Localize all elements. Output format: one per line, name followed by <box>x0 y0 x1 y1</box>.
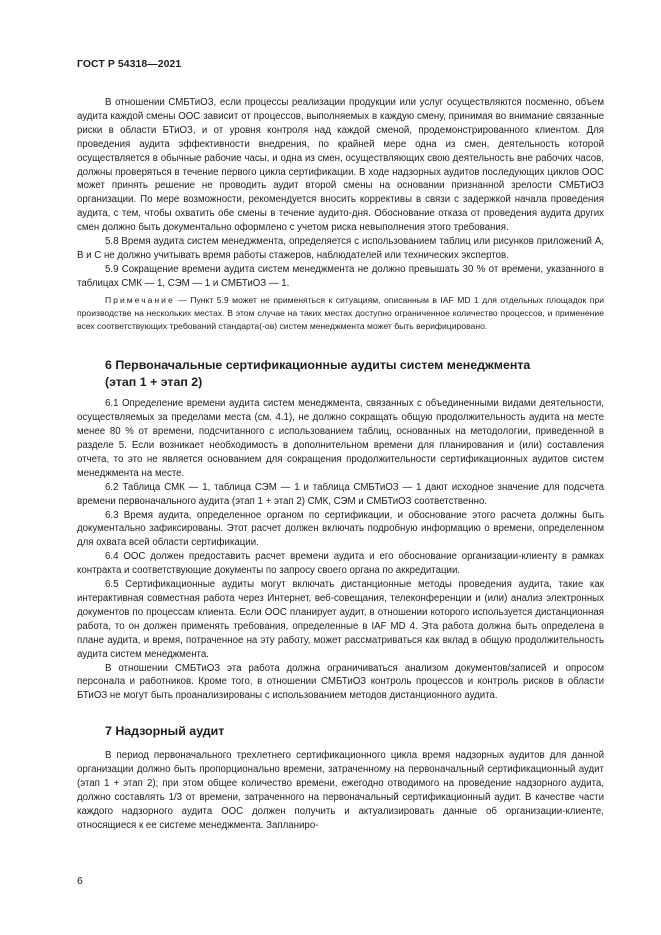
clause-5-9: 5.9 Сокращение времени аудита систем менеджмента не должно превышать 30 % от времени, указанного в таблицах СМК — 1, СЭМ — 1 и СМБТиОЗ — 1. <box>77 263 604 289</box>
clause-6-4: 6.4 ООС должен предоставить расчет времени аудита и его обоснование организации-клиенту в рамках контракта и соответствующие документы по запросу своего органа по аккредитации. <box>77 551 604 577</box>
clause-6-5-cont: В отношении СМБТиОЗ эта работа должна ограничиваться анализом документов/записей и опросом персонала и работников. Кроме того, в отношении СМБТиОЗ контроль процессов и контроль рисков в области БТиОЗ не могут быть проанализированы с использованием методов дистанционного аудита. <box>77 662 604 702</box>
section-6-title-line1: 6 Первоначальные сертификационные аудиты систем менеджмента <box>105 358 531 373</box>
section-7-paragraph: В период первоначального трехлетнего сертификационного цикла время надзорных аудитов для данной организации должно быть пропорционально времени, затраченному на первоначальный сертификационный аудит (этап 1 + этап 2); при этом общее количество времени, ежегодно отводимого на проведение надзорного аудита, должно составлять 1/3 от времени, затраченного на первоначальный сертификационный аудит. В качестве части каждого надзорного аудита ООС должен получить и актуализировать данные об организации-клиенте, относящиеся к ее системе менеджмента. Запланиро- <box>77 750 604 831</box>
clause-6-3: 6.3 Время аудита, определенное органом по сертификации, и обоснование этого расчета должны быть документально зафиксированы. Этот расчет должен включать подробную информацию о времени, определенном для охвата всей области сертификации. <box>77 509 604 549</box>
note <box>77 294 604 334</box>
clause-5-8: 5.8 Время аудита систем менеджмента, определяется с использованием таблиц или рисунков приложений А, В и С не должно учитывать время работы стажеров, наблюдателей или технических экспертов. <box>77 236 604 261</box>
note-label: Примечание <box>105 294 175 305</box>
page-body <box>77 96 604 833</box>
page-number: 6 <box>77 875 83 887</box>
section-6-heading <box>77 357 604 391</box>
paragraph: В отношении СМБТиОЗ, если процессы реализации продукции или услуг осуществляются посменно, объем аудита каждой смены ООС зависит от процессов, выполняемых в каждую смену, принимая во внимание связанные риски в области БТиОЗ, и от уровня контроля над каждой сменой, продемонстрированного клиентом. Для проведения аудита эффективности внедрения, по крайней мере одна из смен, деятельность которой осуществляется в обычные рабочие часы, и одна из смен, осуществляющих свою деятельность вне рабочих часов, должны проверяться в течение первого цикла сертификации. В ходе надзорных аудитов последующих циклов ООС может принять решение не проводить аудит второй смены на основании признанной зрелости СМБТиОЗ организации. По мере возможности, рекомендуется вносить коррективы в связи с задержкой начала проведения аудита, с тем, чтобы охватить обе смены в течение аудито-дня. Обоснование отказа от проведения аудита других смен должно быть документально оформлено с учетом риска невыполнения этого требования. <box>77 97 604 234</box>
clause-6-5: 6.5 Сертификационные аудиты могут включать дистанционные методы проведения аудита, такие как интерактивная совместная работа через Интернет, веб-совещания, телеконференции и (или) анализ электронных документов по процессам клиента. Если ООС планирует аудит, в отношении которого используется дистанционная работа, то он должен применять требования, определенные в IAF MD 4. Эта работа должна быть определена в плане аудита, и время, потраченное на эту работу, может рассматриваться как вклад в общую продолжительность аудита систем менеджмента. <box>77 579 604 660</box>
clause-6-1: 6.1 Определение времени аудита систем менеджмента, связанных с объединенными видами деятельности, осуществляемых за пределами места (см. 4.1), не должно сокращать общую продолжительность аудита на месте менее 80 % от времени, подсчитанного с использованием таблиц, основанных на методологии, приведенной в разделе 5. Если возникает необходимость в дополнительном времени для планирования и (или) составления отчета, то это не является основанием для сокращения продолжительности сертификационных аудитов систем менеджмента на месте. <box>77 398 604 479</box>
section-7-heading: 7 Надзорный аудит <box>105 724 225 739</box>
note-text: — Пункт 5.9 может не применяться к ситуациям, описанным в IAF MD 1 для отдельных площадок при производстве на нескольких местах. В этом случае на таких местах доступно ограниченное количество процессов, и применение всех соответствующих требований стандарта(-ов) систем менеджмента может быть верифицировано. <box>77 294 604 332</box>
section-6-title-line2: (этап 1 + этап 2) <box>105 375 203 390</box>
document-header: ГОСТ Р 54318—2021 <box>77 59 182 70</box>
clause-6-2: 6.2 Таблица СМК — 1, таблица СЭМ — 1 и таблица СМБТиОЗ — 1 дают исходное значение для подсчета времени первоначального аудита (этап 1 + этап 2) СМК, СЭМ и СМБТиОЗ соответственно. <box>77 481 604 507</box>
